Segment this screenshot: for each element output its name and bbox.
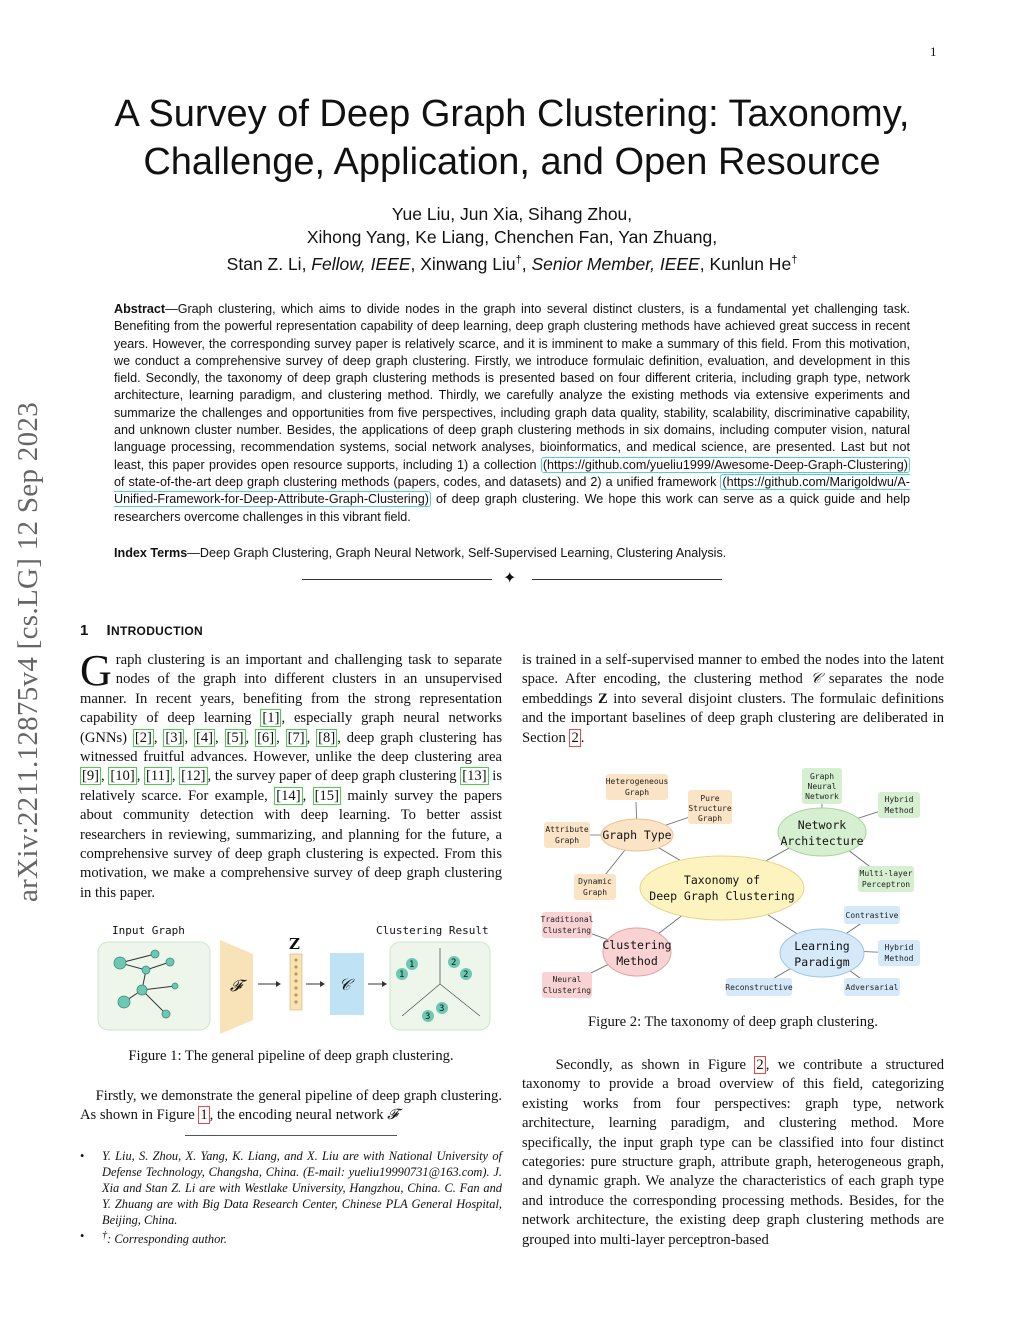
footnote-rule [185, 1135, 397, 1136]
citation-link[interactable]: [6] [257, 729, 275, 746]
svg-text:2: 2 [463, 970, 469, 980]
arrow-2-head [320, 981, 325, 987]
network-architecture-node [778, 808, 866, 856]
title-line-1: A Survey of Deep Graph Clustering: Taxonomy, [114, 93, 910, 135]
graph-node [114, 957, 126, 969]
citation-link[interactable]: [1] [262, 710, 280, 727]
svg-text:Clustering: Clustering [542, 926, 592, 935]
center-node [640, 856, 804, 920]
title-line-2: Challenge, Application, and Open Resource [143, 141, 881, 183]
figure-2-caption: Figure 2: The taxonomy of deep graph clustering. [588, 1014, 878, 1030]
learning-label-2: Paradigm [794, 955, 850, 969]
citation-link[interactable]: [5] [226, 729, 244, 746]
abstract: Abstract—Graph clustering, which aims to divide nodes in the graph into several distinct clusters, is a fundamental yet challenging task. Benefiting from the powerful representation capability of deep learning, deep graph clustering methods have achieved great success in recent years. However, the corresponding survey paper is relatively scarce, and it is imminent to make a summary of this field. From this motivation, we conduct a comprehensive survey of deep graph clustering. Firstly, we introduce formulaic definition, evaluation, and development in this field. Secondly, the taxonomy of deep graph clustering methods is presented based on four different criteria, including graph type, network architecture, learning paradigm, and clustering method. Thirdly, we carefully analyze the existing methods via extensive experiments and summarize the challenges and opportunities from five perspectives, including graph data quality, stability, scalability, discriminative capability, and unknown cluster number. Besides, the applications of deep graph clustering methods in six domains, including computer vision, natural language processing, recommendation systems, social network analyses, bioinformatics, and medical science, are presented. Last but not least, this paper provides open resource supports, including 1) a collection (https://github.com/yueliu1999/Awesome-Deep-Graph-Clustering) of state-of-the-art deep graph clustering methods (papers, codes, and datasets) and 2) a unified framework (https://github.com/Marigoldwu/A-Unified-Framework-for-Deep-Attribute-Graph-Clustering) of deep graph clustering. We hope this work can serve as a quick guide and help researchers overcome challenges in this vibrant field. [114, 302, 910, 524]
svg-text:Perceptron: Perceptron [861, 880, 911, 889]
svg-text:1: 1 [399, 970, 405, 980]
intro-paragraph-2: Firstly, we demonstrate the general pipeline of deep graph clustering. As shown in Figure 1 , the encoding neural network 𝓕 [80, 1088, 502, 1124]
svg-text:Dynamic: Dynamic [578, 877, 612, 886]
intro-paragraph-right-1: is trained in a self-supervised manner to embed the nodes into the latent space. After encoding, the clustering method 𝒞 separates the node embeddings Z into several disjoint clusters. The formulaic definitions and the important baselines of deep graph clustering are deliberated in Section 2 . [522, 652, 944, 746]
svg-text:3: 3 [439, 1004, 445, 1014]
arrow-1-head [276, 981, 281, 987]
learning-paradigm-node [780, 929, 864, 977]
center-label-1: Taxonomy of [683, 873, 761, 887]
awesome-repo-link[interactable]: (https://github.com/yueliu1999/Awesome-Deep-Graph-Clustering) [542, 457, 908, 472]
citation-link[interactable]: [10] [110, 768, 135, 785]
svg-text:Adversarial: Adversarial [845, 983, 899, 992]
graph-node [151, 950, 159, 958]
clustering-label-2: Method [616, 954, 658, 968]
svg-text:Graph: Graph [809, 772, 835, 781]
svg-text:Graph: Graph [624, 788, 650, 797]
figure-2-ref[interactable]: 2 [756, 1057, 764, 1073]
center-label-2: Deep Graph Clustering [649, 889, 795, 903]
svg-text:1: 1 [409, 960, 415, 970]
graph-type-label: Graph Type [602, 828, 672, 842]
citation-link[interactable]: [13] [462, 768, 487, 785]
section-2-ref[interactable]: 2 [571, 729, 579, 746]
graph-node [137, 985, 147, 995]
footnotes [80, 1148, 502, 1247]
page-number: 1 [930, 44, 937, 59]
svg-text:Hybrid: Hybrid [884, 795, 914, 804]
graph-node [166, 958, 174, 966]
footnote-affiliations: • Y. Liu, S. Zhou, X. Yang, K. Liang, and X. Liu are with National University of Defense Technology, Changsha, China. (E-mail: yueliu19990731@163.com). J. Xia and Stan Z. Li are with Westlake University, Hangzhou, China. C. Fan and Y. Zhuang are with Big Data Research Center, Chinese PLA General Hospital, Beijing, China. [102, 1148, 502, 1228]
arxiv-identifier: arXiv:2211.12875v4 [cs.LG] 12 Sep 2023 [12, 401, 44, 903]
svg-text:Neural: Neural [807, 782, 837, 791]
svg-text:Pure: Pure [700, 794, 720, 803]
intro-paragraph-1: Graph clustering is an important and challenging task to separate nodes of the graph into different clusters in an unsupervised manner. In recent years, benefiting from the strong representation capability of deep learning [1] , especially graph neural networks (GNNs) [2] , [3] , [4] , [5] , [6] , [7] , [8] , deep graph clustering has witnessed fruitful advances. However, unlike the deep clustering area [9] , [10] , [11] , [12] , the survey paper of deep graph clustering [13] is relatively scarce. For example, [14] , [15] mainly survey the papers about community detection with deep learning. To better assist researchers in reviewing, summarizing, and planning for the future, a comprehensive survey of deep graph clustering is expected. From this motivation, we make a comprehensive survey of deep graph clustering in this paper. [80, 646, 503, 901]
encoder-symbol: 𝓕 [230, 976, 242, 995]
clustering-symbol: 𝒞 [339, 975, 351, 994]
divider-right [532, 579, 722, 580]
index-terms-label: Index Terms [114, 546, 188, 560]
svg-text:Structure: Structure [688, 804, 732, 813]
citation-link[interactable]: [2] [134, 729, 152, 746]
svg-text:Heterogeneous: Heterogeneous [605, 777, 669, 786]
paper-title [60, 90, 964, 186]
network-label-2: Architecture [780, 834, 864, 848]
svg-text:Graph: Graph [697, 814, 723, 823]
divider-left [302, 579, 492, 580]
svg-text:Graph: Graph [554, 836, 580, 845]
svg-text:Graph: Graph [582, 888, 608, 897]
embedding-z-label: Z [289, 935, 300, 953]
citation-link[interactable]: [3] [165, 729, 183, 746]
section-heading-introduction: 1 INTRODUCTION [80, 622, 203, 639]
figure-1-pipeline [80, 918, 502, 1036]
embedding-vector [290, 954, 302, 1010]
citation-link[interactable]: [7] [287, 729, 305, 746]
authors-line-1: Yue Liu, Jun Xia, Sihang Zhou, [391, 204, 633, 224]
svg-text:3: 3 [425, 1012, 431, 1022]
citation-link[interactable]: [11] [146, 768, 170, 785]
graph-node [142, 966, 150, 974]
svg-text:Attribute: Attribute [545, 825, 589, 834]
svg-text:Method: Method [884, 954, 914, 963]
citation-link[interactable]: [4] [195, 729, 213, 746]
svg-text:Contrastive: Contrastive [845, 911, 899, 920]
svg-text:Reconstructive: Reconstructive [725, 983, 793, 992]
footnote-corresponding: • †: Corresponding author. [102, 1228, 502, 1247]
graph-node [172, 983, 178, 989]
citation-link[interactable]: [12] [181, 768, 206, 785]
authors-line-3: Stan Z. Li, Fellow, IEEE, Xinwang Liu†, Senior Member, IEEE, Kunlun He† [226, 253, 798, 274]
divider-star-icon: ✦ [503, 568, 517, 587]
svg-text:Neural: Neural [552, 975, 582, 984]
figure-1-caption: Figure 1: The general pipeline of deep graph clustering. [128, 1048, 454, 1064]
network-label-1: Network [797, 818, 847, 832]
graph-node [118, 996, 130, 1008]
citation-link[interactable]: [14] [276, 787, 301, 804]
drop-cap: G [80, 646, 112, 695]
framework-repo-link[interactable]: (https://github.com/Marigoldwu/A-Unified-Framework-for-Deep-Attribute-Graph-Clustering) [114, 474, 910, 507]
arrow-3-head [382, 981, 387, 987]
citation-link[interactable]: [8] [318, 729, 336, 746]
graph-node [162, 1010, 170, 1018]
figure-2-taxonomy [522, 760, 944, 1010]
abstract-label: Abstract [114, 302, 166, 316]
clustering-result-label: Clustering Result [376, 924, 489, 937]
citation-link[interactable]: [15] [314, 787, 339, 804]
figure-1-ref[interactable]: 1 [200, 1107, 208, 1124]
svg-text:2: 2 [451, 958, 457, 968]
authors-line-2: Xihong Yang, Ke Liang, Chenchen Fan, Yan Zhuang, [306, 227, 718, 247]
svg-text:Multi-layer: Multi-layer [859, 869, 913, 878]
svg-text:Hybrid: Hybrid [884, 943, 914, 952]
clustering-method-node [603, 928, 671, 976]
svg-text:Network: Network [805, 792, 839, 801]
svg-text:Clustering: Clustering [542, 986, 592, 995]
citation-link[interactable]: [9] [82, 768, 100, 785]
svg-text:Method: Method [884, 806, 914, 815]
input-graph-label: Input Graph [112, 924, 185, 937]
intro-paragraph-right-2: Secondly, as shown in Figure 2 , we contribute a structured taxonomy to provide a broad overview of this field, categorizing existing works from four perspectives: graph type, network architecture, learning paradigm, and clustering method. More specifically, the input graph type can be classified into four distinct categories: pure structure graph, attribute graph, heterogeneous graph, and dynamic graph. We analyze the characteristics of each graph type and introduce the corresponding processing methods. Besides, for the network architecture, the existing deep graph clustering methods are grouped into multi-layer perceptron-based [522, 1057, 945, 1248]
learning-label-1: Learning [794, 939, 850, 953]
svg-text:Traditional: Traditional [540, 915, 594, 924]
clustering-label-1: Clustering [602, 938, 672, 952]
index-terms: Index Terms—Deep Graph Clustering, Graph Neural Network, Self-Supervised Learning, Clustering Analysis. [114, 546, 727, 560]
author-list [60, 203, 964, 276]
